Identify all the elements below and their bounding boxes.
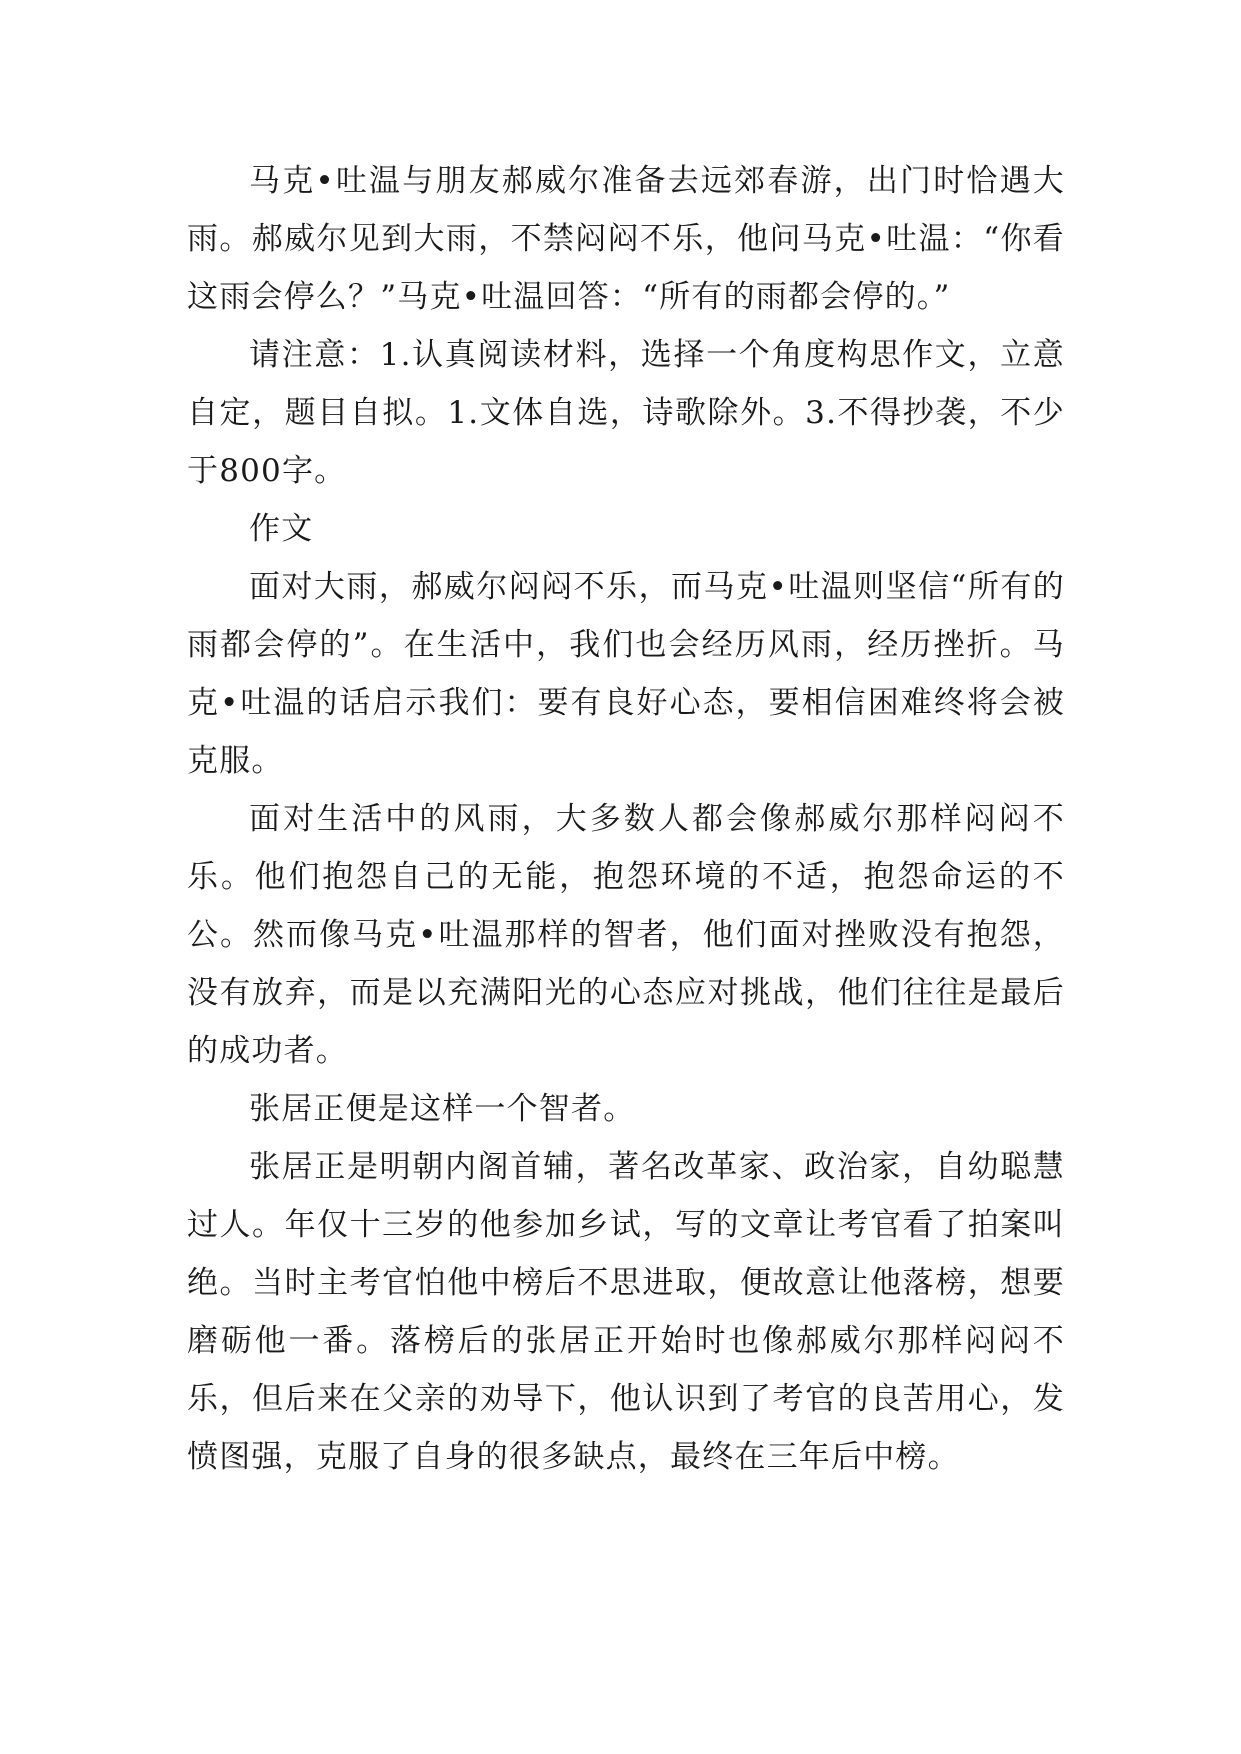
essay-heading: 作文 xyxy=(249,511,314,547)
document-body xyxy=(187,152,1065,1486)
paragraph-instructions: 请注意：1.认真阅读材料，选择一个角度构思作文，立意自定，题目自拟。1.文体自选，诗歌除外。3.不得抄袭，不少于800字。 xyxy=(187,337,1065,489)
essay-paragraph: 张居正便是这样一个智者。 xyxy=(249,1091,636,1127)
essay-paragraph: 面对生活中的风雨，大多数人都会像郝威尔那样闷闷不乐。他们抱怨自己的无能，抱怨环境的不适，抱怨命运的不公。然而像马克•吐温那样的智者，他们面对挫败没有抱怨，没有放弃，而是以充满阳光的心态应对挑战，他们往往是最后的成功者。 xyxy=(187,801,1065,1069)
paragraph-prompt-material: 马克•吐温与朋友郝威尔准备去远郊春游，出门时恰遇大雨。郝威尔见到大雨，不禁闷闷不乐，他问马克•吐温：“你看这雨会停么？”马克•吐温回答：“所有的雨都会停的。” xyxy=(187,163,1065,315)
essay-paragraph: 张居正是明朝内阁首辅，著名改革家、政治家，自幼聪慧过人。年仅十三岁的他参加乡试，写的文章让考官看了拍案叫绝。当时主考官怕他中榜后不思进取，便故意让他落榜，想要磨砺他一番。落榜后的张居正开始时也像郝威尔那样闷闷不乐，但后来在父亲的劝导下，他认识到了考官的良苦用心，发愤图强，克服了自身的很多缺点，最终在三年后中榜。 xyxy=(187,1149,1065,1475)
essay-paragraph: 面对大雨，郝威尔闷闷不乐，而马克•吐温则坚信“所有的雨都会停的”。在生活中，我们也会经历风雨，经历挫折。马克•吐温的话启示我们：要有良好心态，要相信困难终将会被克服。 xyxy=(187,569,1065,779)
